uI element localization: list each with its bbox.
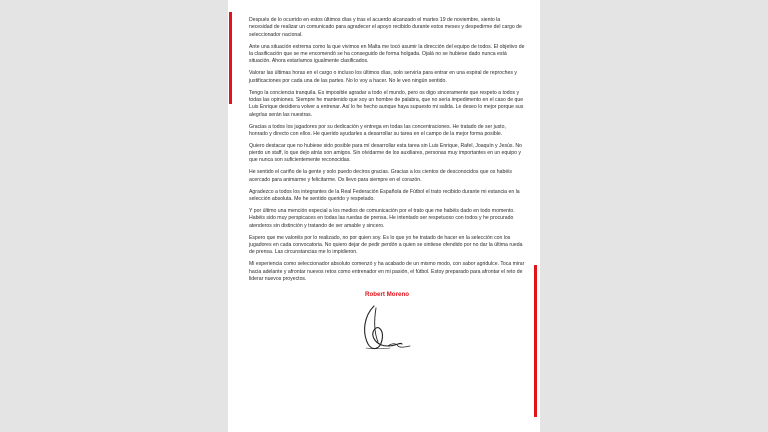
letter-page bbox=[228, 0, 540, 432]
paragraph: Agradezco a todos los integrantes de la Real Federación Española de Fútbol el trato recibido durante mi estancia en la selección absoluta. Me he sentido querido y respetado. bbox=[249, 188, 520, 203]
paragraph: Mi experiencia como seleccionador absoluto comenzó y ha acabado de un mismo modo, con sabor agridulce. Toca mirar hacia adelante y afrontar nuevos retos como entrenador en mi pasión, el fútbol. Estoy preparado para afrontar el reto de liderar nuevos proyectos. bbox=[249, 261, 525, 282]
paragraph: Después de lo ocurrido en estos últimos días y tras el acuerdo alcanzado el martes 19 de noviembre, siento la necesidad de realizar un comunicado para agradecer el apoyo recibido durante estos meses y despedirme del cargo de seleccionador nacional. bbox=[249, 17, 522, 38]
background-right bbox=[540, 0, 768, 432]
paragraph: Ante una situación extrema como la que vivimos en Malta me tocó asumir la dirección del equipo de todos. El objetivo de la clasificación que se me encomendó se ha conseguido de forma holgada. Ojalá no se hubiese dado nunca está situación. Ahora estaríamos igualmente clasificados. bbox=[249, 43, 525, 65]
signer-name: Robert Moreno bbox=[365, 291, 409, 299]
paragraph: He sentido el cariño de la gente y solo puedo deciros gracias. Gracias a los cientos de desconocidos que os habéis acercado para animarme y felicitarme. Os llevo para siempre en el corazón. bbox=[249, 169, 512, 183]
paragraph: Y por último una mención especial a los medios de comunicación por el trato que me habéis dado en todo momento. Habéis sido muy perspicaces en todas las ruedas de prensa. He intentado ser respetuoso con todos y he procurado atenderos sin distinción y tratando de ser amable y sincero. bbox=[249, 207, 515, 229]
accent-bar-top bbox=[229, 12, 232, 104]
accent-bar-bottom bbox=[534, 265, 537, 417]
paragraph: Espero que me valoréis por lo realizado, no por quien soy. Es lo que yo he tratado de hacer en la selección con los jugadores en cada convocatoria. No quiero dejar de pedir perdón a quien se sintiese ofendido por no dar la última rueda de prensa. Las circunstancias me lo impidieron. bbox=[249, 234, 523, 256]
paragraph: Tengo la conciencia tranquila. Es imposible agradar a todo el mundo, pero os digo sinceramente que respeto a todos y todas las opiniones. Siempre he mantenido que soy un hombre de palabra, que no sería impedimento en el caso de que Luis Enrique decidiera volver a entrenar. Así lo he hecho aunque haya supuesto mi salida. Le deseo lo mejor porque sus alegrías serán las nuestras. bbox=[249, 89, 524, 118]
paragraph: Quiero destacar que no hubiese sido posible para mí desarrollar esta tarea sin Luis Enrique, Rafel, Joaquín y Jesús. No pierdo un staff, lo que dejo atrás son amigos. Sin olvidarme de los auxiliares, personas muy importantes en un equipo y que nunca son suficientemente reconocidas. bbox=[249, 142, 522, 164]
background-left bbox=[0, 0, 228, 432]
letter-body bbox=[249, 17, 525, 354]
paragraph: Gracias a todos los jugadores por su dedicación y entrega en todas las concentraciones. He tratado de ser justo, honrado y directo con ellos. He querido ayudarles a desarrollar su tarea en el campo de la mejor forma posible. bbox=[249, 123, 506, 137]
handwritten-signature bbox=[352, 302, 422, 354]
paragraph: Valorar las últimas horas en el cargo o incluso los últimos días, solo serviría para entrar en una espiral de reproches y justificaciones por cada una de las partes. No lo voy a hacer. No le veo ningún sentido. bbox=[249, 70, 517, 84]
